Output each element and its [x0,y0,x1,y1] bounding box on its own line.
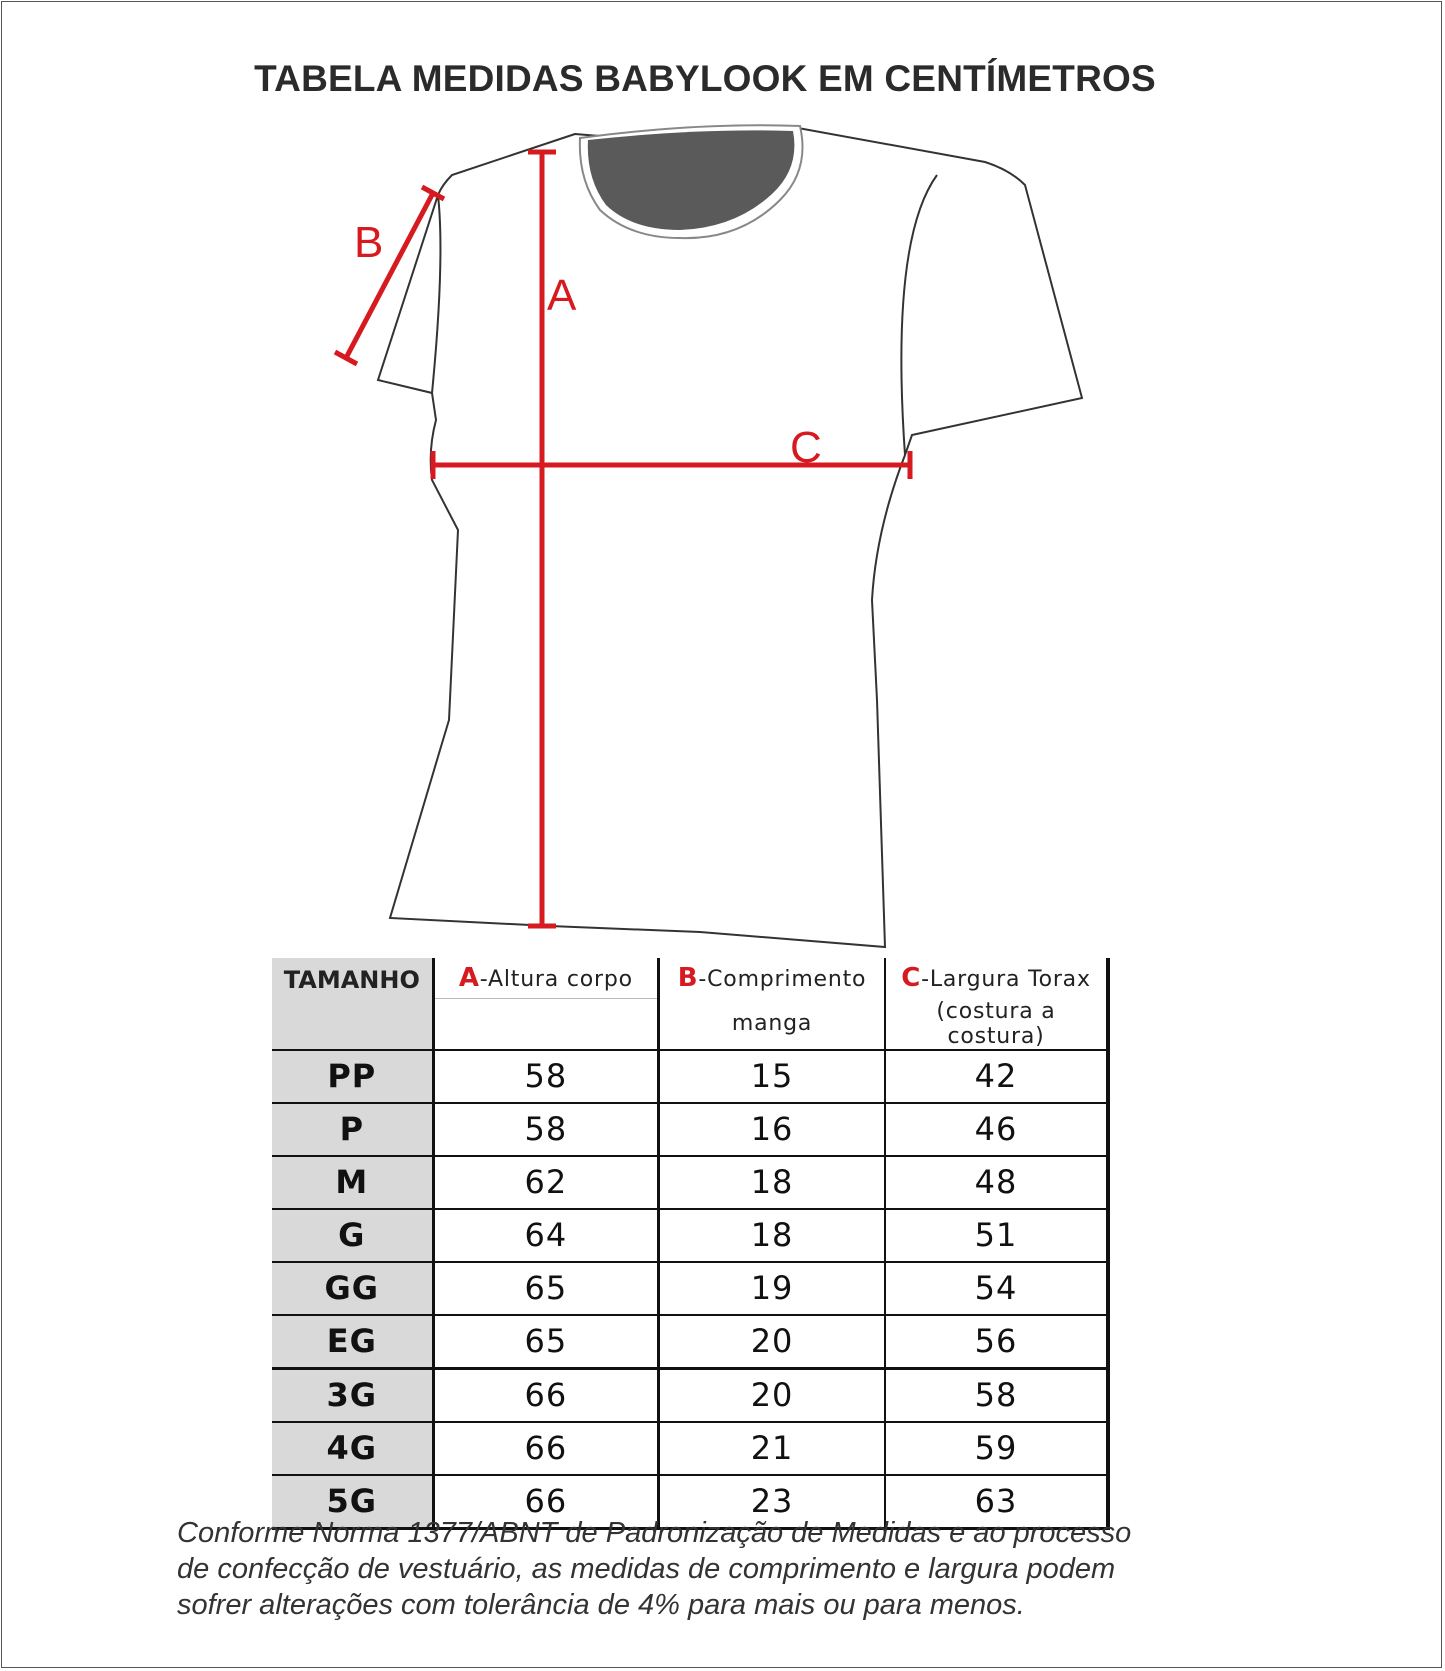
column-c-letter: C [901,963,922,994]
value-c-cell: 51 [885,1209,1108,1262]
size-cell: 5G [272,1475,433,1529]
size-cell: PP [272,1050,433,1103]
page-title: TABELA MEDIDAS BABYLOOK EM CENTÍMETROS [254,58,1156,99]
column-b-title: -Comprimento [698,967,867,993]
size-cell: EG [272,1315,433,1369]
label-c: C [790,423,822,472]
value-a-cell: 58 [433,1103,658,1156]
size-table [272,958,1110,1530]
value-c-cell: 56 [885,1315,1108,1369]
value-c-cell: 42 [885,1050,1108,1103]
size-cell: 3G [272,1368,433,1422]
column-a-title: -Altura corpo [479,967,633,992]
column-a-header [433,958,658,999]
size-cell: G [272,1209,433,1262]
value-c-cell: 48 [885,1156,1108,1209]
table-row [272,1262,1108,1315]
size-cell: GG [272,1262,433,1315]
value-b-cell: 23 [659,1475,885,1529]
value-c-cell: 58 [885,1368,1108,1422]
table-row [272,1315,1108,1369]
size-cell: P [272,1103,433,1156]
value-b-cell: 18 [659,1209,885,1262]
value-c-cell: 46 [885,1103,1108,1156]
note-line-2: de confecção de vestuário, as medidas de comprimento e largura podem [177,1553,1116,1585]
size-column-header: TAMANHO [272,958,433,1050]
value-c-cell: 59 [885,1422,1108,1475]
column-b-header [659,958,885,999]
value-a-cell: 62 [433,1156,658,1209]
value-b-cell: 15 [659,1050,885,1103]
value-b-cell: 18 [659,1156,885,1209]
value-c-cell: 54 [885,1262,1108,1315]
value-b-cell: 19 [659,1262,885,1315]
table-row [272,1156,1108,1209]
table-row [272,1209,1108,1262]
value-a-cell: 58 [433,1050,658,1103]
value-b-cell: 21 [659,1422,885,1475]
value-c-cell: 63 [885,1475,1108,1529]
tolerance-note [177,1515,1307,1623]
size-cell: 4G [272,1422,433,1475]
value-b-cell: 16 [659,1103,885,1156]
column-c-title: -Largura Torax [921,967,1091,993]
note-line-3: sofrer alterações com tolerância de 4% para mais ou para menos. [177,1589,1025,1621]
column-a-subtitle [433,999,658,1050]
value-a-cell: 66 [433,1422,658,1475]
value-a-cell: 66 [433,1475,658,1529]
table-row [272,1368,1108,1422]
note-line-1: Conforme Norma 1377/ABNT de Padronização de Medidas e ao processo [177,1517,1132,1549]
column-b-subtitle: manga [659,999,885,1050]
value-b-cell: 20 [659,1315,885,1369]
value-a-cell: 66 [433,1368,658,1422]
table-row [272,1103,1108,1156]
table-header-row [272,958,1108,999]
value-b-cell: 20 [659,1368,885,1422]
label-a: A [547,271,577,320]
column-c-subtitle: (costura a costura) [885,999,1108,1050]
shirt-outline [378,128,1082,947]
table-row [272,1422,1108,1475]
label-b: B [354,218,384,267]
column-b-letter: B [677,963,699,994]
column-c-header [885,958,1108,999]
column-a-letter: A [458,963,480,993]
value-a-cell: 65 [433,1262,658,1315]
value-a-cell: 64 [433,1209,658,1262]
table-row [272,1050,1108,1103]
size-cell: M [272,1156,433,1209]
value-a-cell: 65 [433,1315,658,1369]
